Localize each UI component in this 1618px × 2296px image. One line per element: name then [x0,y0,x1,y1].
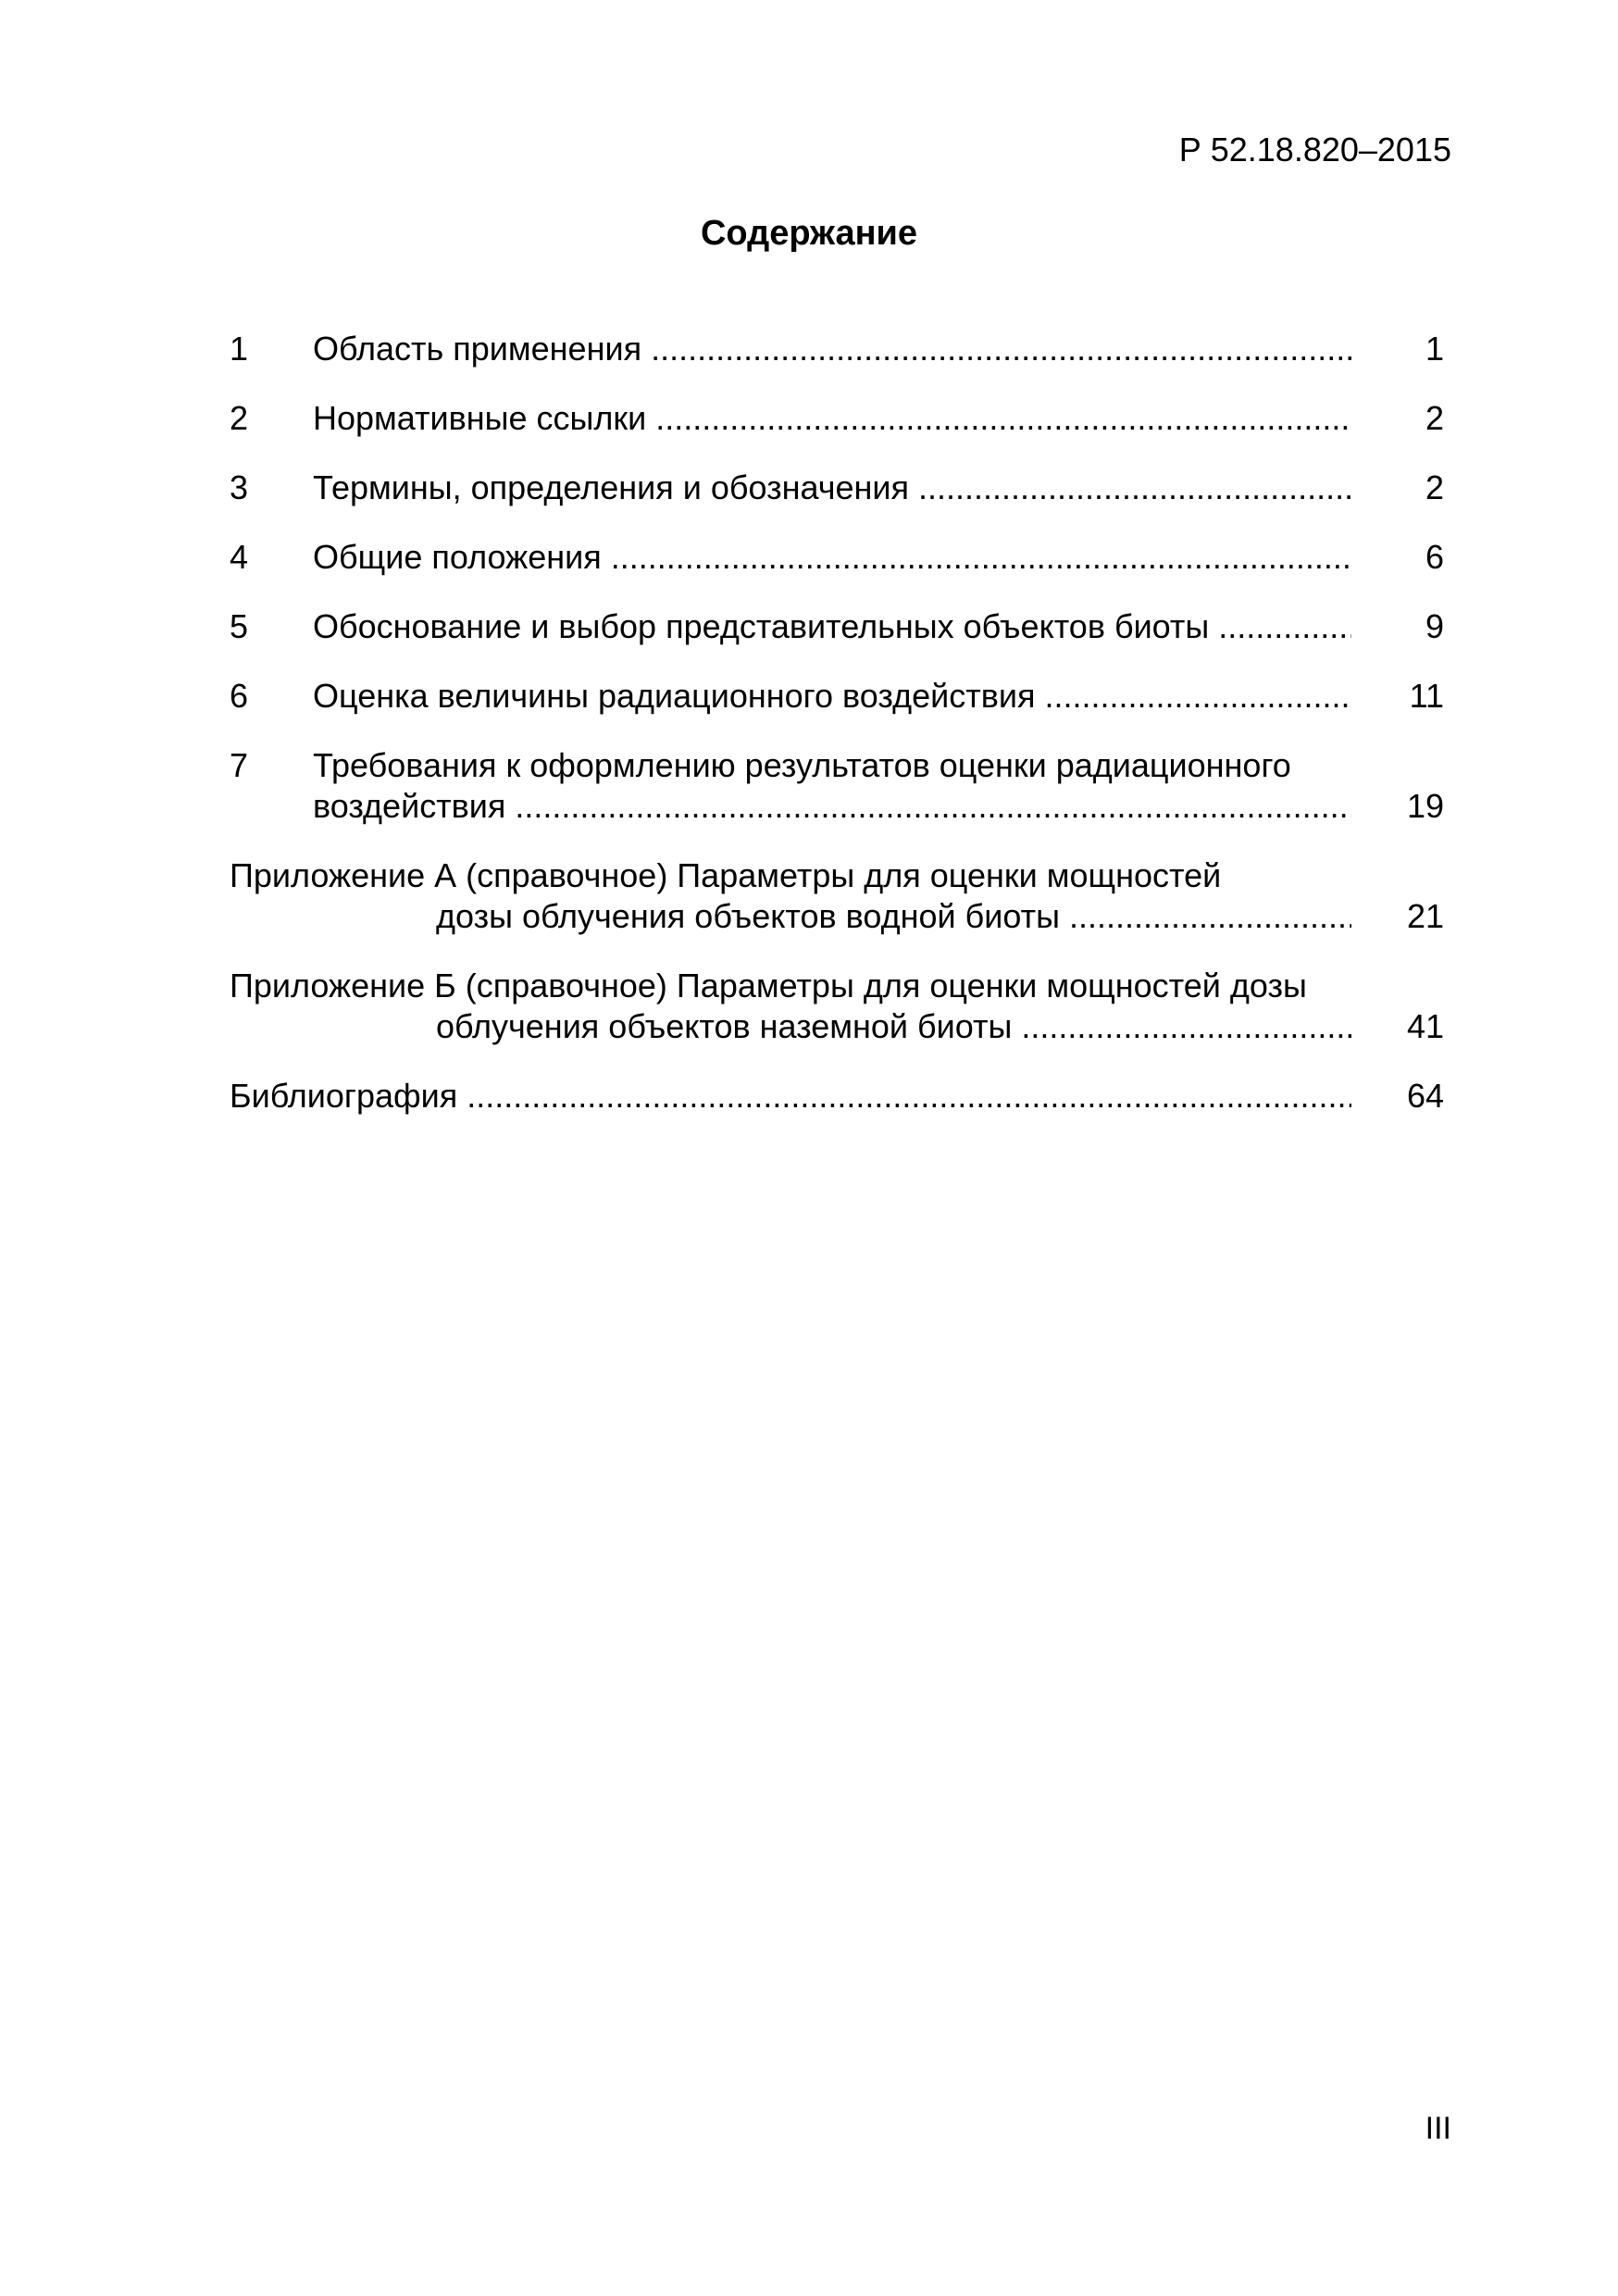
dot-leader [918,468,1351,508]
toc-title: Содержание [700,214,918,253]
toc-entry-5[interactable] [230,606,1444,676]
dot-leader [651,329,1351,369]
toc-entry-number: 1 [230,330,249,368]
toc-entry-title: Оценка величины радиационного воздействия [313,677,1036,715]
toc-appendix-title-line1: Приложение Б (справочное) Параметры для оценки мощностей дозы [230,967,1307,1004]
dot-leader [655,398,1351,439]
dot-leader [611,537,1351,578]
toc-entry-number: 4 [230,538,249,576]
dot-leader [515,786,1351,827]
toc-entry-page: 2 [1425,468,1444,506]
dot-leader [1021,1006,1351,1047]
toc-entry-1[interactable] [230,329,1444,398]
toc-bibliography-page: 64 [1406,1077,1444,1115]
toc-entry-page: 11 [1409,677,1444,715]
dot-leader [1044,676,1351,717]
toc-entry-3[interactable] [230,468,1444,537]
toc-entry-page: 2 [1425,399,1444,437]
toc-entry-title: Общие положения [313,538,602,576]
toc-entry-number: 5 [230,607,249,645]
toc-appendix-a[interactable] [230,855,1444,937]
dot-leader [467,1076,1351,1117]
toc-entry-page: 19 [1406,787,1444,825]
toc-appendix-page: 21 [1406,897,1444,935]
toc-appendix-title-line2: облучения объектов наземной биоты [436,1007,1013,1045]
toc-entry-page: 6 [1425,538,1444,576]
toc-entry-number: 7 [230,746,249,784]
toc-entry-4[interactable] [230,537,1444,606]
toc-entry-title: Нормативные ссылки [313,399,647,437]
table-of-contents [230,329,1444,1117]
toc-entry-title-line2: воздействия [313,787,506,825]
toc-entry-page: 1 [1425,330,1444,368]
toc-entry-number: 2 [230,399,249,437]
dot-leader [1218,606,1351,647]
toc-appendix-title-line2: дозы облучения объектов водной биоты [436,897,1060,935]
toc-entry-page: 9 [1425,607,1444,645]
dot-leader [1069,896,1351,937]
page-number: III [1425,2111,1451,2146]
toc-entry-number: 6 [230,677,249,715]
document-code: Р 52.18.820–2015 [1178,131,1451,168]
toc-entry-title: Термины, определения и обозначения [313,468,909,506]
toc-entry-title: Область применения [313,330,642,368]
toc-entry-number: 3 [230,468,249,506]
toc-entry-title: Обоснование и выбор представительных объектов биоты [313,607,1210,645]
toc-entry-title-line1: Требования к оформлению результатов оценки радиационного [313,746,1291,784]
toc-entry-7[interactable] [230,745,1444,827]
toc-entry-2[interactable] [230,398,1444,468]
toc-bibliography-title: Библиография [230,1077,458,1115]
toc-appendix-b[interactable] [230,966,1444,1047]
toc-appendix-title-line1: Приложение А (справочное) Параметры для оценки мощностей [230,856,1222,894]
toc-entry-6[interactable] [230,676,1444,745]
toc-appendix-page: 41 [1406,1007,1444,1045]
toc-bibliography[interactable] [230,1076,1444,1117]
